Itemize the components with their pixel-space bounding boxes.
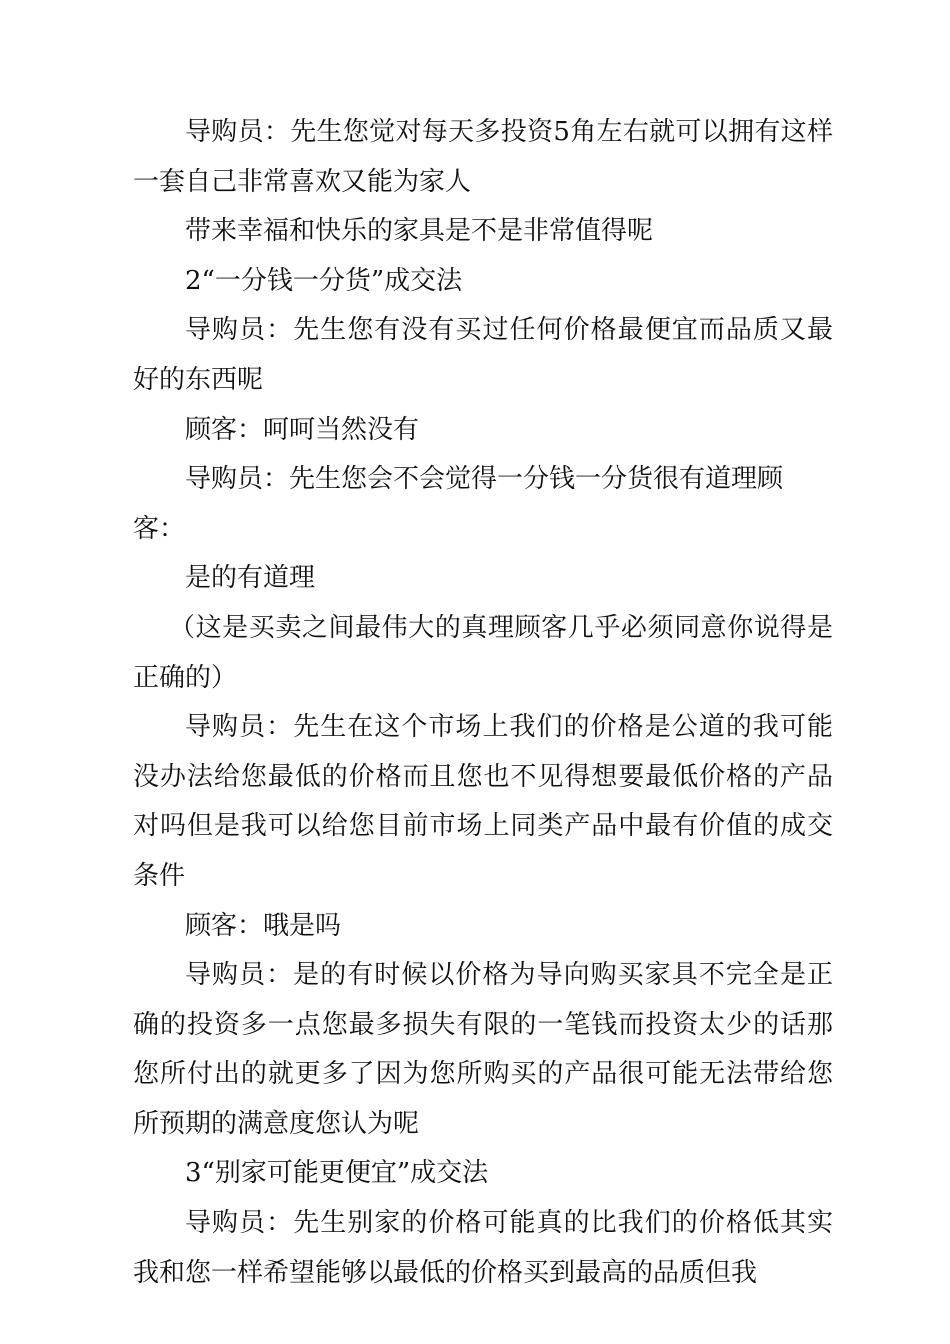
paragraph-6: 导购员：先生您会不会觉得一分钱一分货很有道理顾客：: [133, 464, 784, 544]
document-body: [133, 108, 833, 1298]
section-heading-2: 2“一分钱一分货”成交法: [185, 265, 463, 296]
section-heading-3: 3“别家可能更便宜”成交法: [185, 1158, 489, 1189]
paragraph-7: 是的有道理: [185, 563, 316, 594]
paragraph-10: 顾客：哦是吗: [185, 910, 342, 941]
paragraph-2: 带来幸福和快乐的家具是不是非常值得呢: [185, 216, 654, 247]
paragraph-13: 导购员：先生别家的价格可能真的比我们的价格低其实我和您一样希望能够以最低的价格买到最高的品质但我: [133, 1208, 833, 1288]
paragraph-4: 导购员：先生您有没有买过任何价格最便宜而品质又最好的东西呢: [133, 315, 833, 395]
paragraph-11: 导购员：是的有时候以价格为导向购买家具不完全是正确的投资多一点您最多损失有限的一笔钱而投资太少的话那您所付出的就更多了因为您所购买的产品很可能无法带给您所预期的满意度您认为呢: [133, 960, 833, 1139]
paragraph-9: 导购员：先生在这个市场上我们的价格是公道的我可能没办法给您最低的价格而且您也不见得想要最低价格的产品对吗但是我可以给您目前市场上同类产品中最有价值的成交条件: [133, 712, 833, 891]
paragraph-1: 导购员：先生您觉对每天多投资5角左右就可以拥有这样一套自己非常喜欢又能为家人: [133, 117, 833, 197]
paragraph-5: 顾客：呵呵当然没有: [185, 414, 420, 445]
paragraph-8: （这是买卖之间最伟大的真理顾客几乎必须同意你说得是正确的）: [133, 612, 833, 693]
